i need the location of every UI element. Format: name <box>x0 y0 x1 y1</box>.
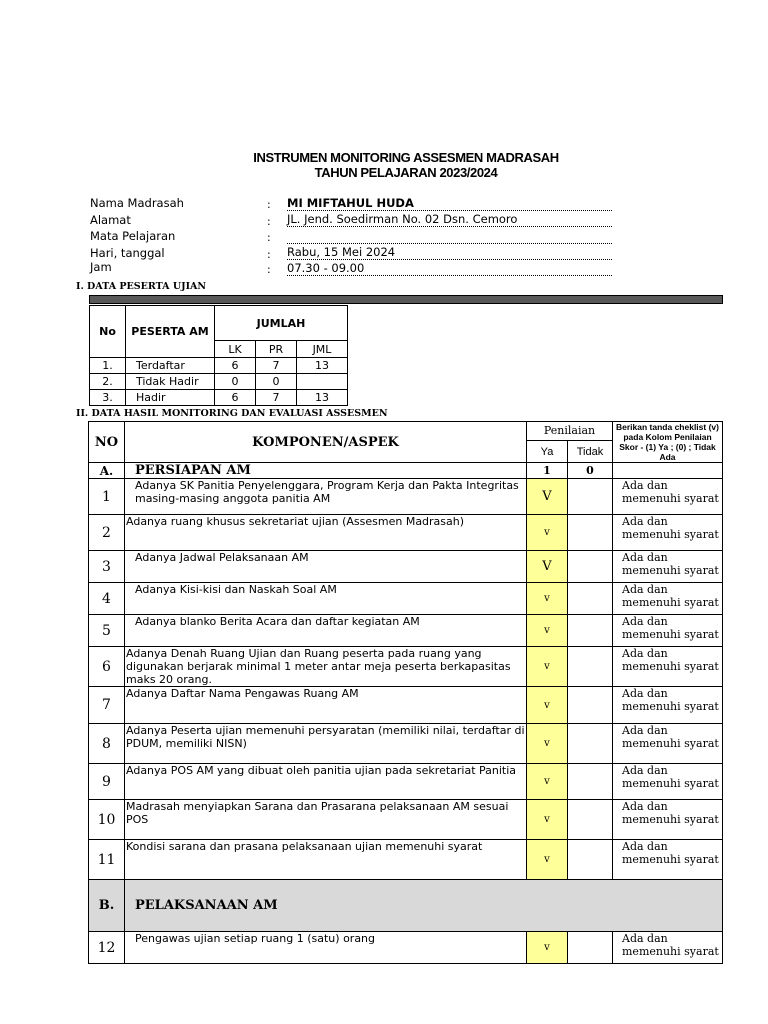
item-check-tidak <box>568 615 613 647</box>
item-check-ya: v <box>527 724 568 764</box>
cell-lk: 0 <box>215 374 256 390</box>
table-row <box>89 647 723 687</box>
item-check-ya: V <box>527 551 568 583</box>
item-keterangan: Ada dan memenuhi syarat <box>613 840 723 880</box>
value-mata-pelajaran <box>287 229 612 244</box>
table-row <box>89 687 723 724</box>
item-check-tidak <box>568 551 613 583</box>
value-hari-tanggal: Rabu, 15 Mei 2024 <box>287 245 612 260</box>
group-b-row <box>89 880 723 932</box>
item-keterangan: Ada dan memenuhi syarat <box>613 687 723 724</box>
table-row <box>90 374 348 390</box>
item-check-tidak <box>568 687 613 724</box>
cell-jml <box>297 374 348 390</box>
cell-pr: 0 <box>256 374 297 390</box>
item-no: 5 <box>89 615 125 647</box>
section-1-title: I. DATA PESERTA UJIAN <box>76 281 207 292</box>
item-text: Adanya SK Panitia Penyelenggara, Program Kerja dan Pakta Integritas masing-masing anggota panitia AM <box>125 479 527 515</box>
table-row <box>90 358 348 374</box>
empty-cell <box>613 463 723 479</box>
item-no: 4 <box>89 583 125 615</box>
monitoring-table <box>88 421 723 964</box>
item-check-ya: V <box>527 479 568 515</box>
score-tidak: 0 <box>568 463 613 479</box>
item-check-tidak <box>568 840 613 880</box>
item-no: 1 <box>89 479 125 515</box>
item-no: 2 <box>89 515 125 551</box>
item-no: 7 <box>89 687 125 724</box>
item-text: Madrasah menyiapkan Sarana dan Prasarana pelaksanaan AM sesuai POS <box>125 800 527 840</box>
item-no: 9 <box>89 764 125 800</box>
item-text: Adanya Denah Ruang Ujian dan Ruang peserta pada ruang yang digunakan berjarak minimal 1 meter antar meja peserta berkapasitas maks 20 orang. <box>125 647 527 687</box>
item-keterangan: Ada dan memenuhi syarat <box>613 551 723 583</box>
label-alamat: Alamat <box>90 213 131 227</box>
table-row <box>89 764 723 800</box>
item-check-tidak <box>568 479 613 515</box>
section-2-title: II. DATA HASIL MONITORING DAN EVALUASI ASSESMEN <box>76 408 388 419</box>
header-tidak: Tidak <box>568 441 613 463</box>
header-no: NO <box>89 422 125 463</box>
table-row <box>89 724 723 764</box>
item-check-tidak <box>568 932 613 964</box>
header-ya: Ya <box>527 441 568 463</box>
value-jam: 07.30 - 09.00 <box>287 261 612 276</box>
item-keterangan: Ada dan memenuhi syarat <box>613 647 723 687</box>
item-check-tidak <box>568 515 613 551</box>
item-keterangan: Ada dan memenuhi syarat <box>613 515 723 551</box>
cell-no: 1. <box>90 358 126 374</box>
item-text: Adanya Daftar Nama Pengawas Ruang AM <box>125 687 527 724</box>
item-text: Adanya POS AM yang dibuat oleh panitia ujian pada sekretariat Panitia <box>125 764 527 800</box>
item-check-tidak <box>568 724 613 764</box>
item-check-ya: v <box>527 840 568 880</box>
item-text: Adanya Kisi-kisi dan Naskah Soal AM <box>125 583 527 615</box>
item-check-ya: v <box>527 800 568 840</box>
colon: : <box>267 231 271 244</box>
group-a-title: PERSIAPAN AM <box>125 463 527 479</box>
table-row <box>89 515 723 551</box>
table-row <box>89 840 723 880</box>
item-text: Pengawas ujian setiap ruang 1 (satu) orang <box>125 932 527 964</box>
colon: : <box>267 215 271 228</box>
item-no: 11 <box>89 840 125 880</box>
colon: : <box>267 198 271 211</box>
item-no: 3 <box>89 551 125 583</box>
item-text: Adanya blanko Berita Acara dan daftar kegiatan AM <box>125 615 527 647</box>
item-check-tidak <box>568 764 613 800</box>
item-keterangan: Ada dan memenuhi syarat <box>613 583 723 615</box>
header-no: No <box>90 306 126 358</box>
item-no: 10 <box>89 800 125 840</box>
group-a-letter: A. <box>89 463 125 479</box>
table-row <box>90 390 348 406</box>
cell-no: 3. <box>90 390 126 406</box>
header-pr: PR <box>256 341 297 358</box>
label-nama-madrasah: Nama Madrasah <box>90 196 184 210</box>
cell-pr: 7 <box>256 358 297 374</box>
item-keterangan: Ada dan memenuhi syarat <box>613 615 723 647</box>
item-keterangan: Ada dan memenuhi syarat <box>613 800 723 840</box>
value-nama-madrasah: MI MIFTAHUL HUDA <box>287 196 612 211</box>
item-check-ya: v <box>527 515 568 551</box>
header-lk: LK <box>215 341 256 358</box>
item-check-tidak <box>568 800 613 840</box>
cell-peserta: Tidak Hadir <box>126 374 215 390</box>
table-row <box>89 932 723 964</box>
item-check-ya: v <box>527 932 568 964</box>
header-jumlah: JUMLAH <box>215 306 348 341</box>
header-komponen: KOMPONEN/ASPEK <box>125 422 527 463</box>
peserta-table <box>89 305 348 406</box>
item-check-tidak <box>568 647 613 687</box>
section-1-bar <box>89 295 723 304</box>
item-text: Kondisi sarana dan prasana pelaksanaan ujian memenuhi syarat <box>125 840 527 880</box>
group-a-row <box>89 463 723 479</box>
label-jam: Jam <box>90 260 112 274</box>
item-check-ya: v <box>527 764 568 800</box>
group-b-title: PELAKSANAAN AM <box>125 880 723 932</box>
item-keterangan: Ada dan memenuhi syarat <box>613 764 723 800</box>
item-no: 12 <box>89 932 125 964</box>
table-row <box>89 615 723 647</box>
header-peserta: PESERTA AM <box>126 306 215 358</box>
document-subtitle: TAHUN PELAJARAN 2023/2024 <box>314 165 498 180</box>
label-mata-pelajaran: Mata Pelajaran <box>90 229 176 243</box>
table-row <box>89 800 723 840</box>
item-text: Adanya Jadwal Pelaksanaan AM <box>125 551 527 583</box>
document-title: INSTRUMEN MONITORING ASSESMEN MADRASAH <box>253 150 559 165</box>
item-keterangan: Ada dan memenuhi syarat <box>613 724 723 764</box>
table-row <box>89 583 723 615</box>
cell-jml: 13 <box>297 358 348 374</box>
cell-pr: 7 <box>256 390 297 406</box>
item-check-ya: v <box>527 583 568 615</box>
cell-lk: 6 <box>215 358 256 374</box>
header-keterangan: Berikan tanda cheklist (v) pada Kolom Penilaian Skor - (1) Ya ; (0) ; Tidak Ada <box>613 422 723 463</box>
table-row <box>89 551 723 583</box>
item-keterangan: Ada dan memenuhi syarat <box>613 932 723 964</box>
item-check-ya: v <box>527 647 568 687</box>
item-text: Adanya Peserta ujian memenuhi persyaratan (memiliki nilai, terdaftar di PDUM, memiliki NISN) <box>125 724 527 764</box>
group-b-letter: B. <box>89 880 125 932</box>
score-ya: 1 <box>527 463 568 479</box>
label-hari-tanggal: Hari, tanggal <box>90 246 165 260</box>
cell-peserta: Terdaftar <box>126 358 215 374</box>
header-penilaian: Penilaian <box>527 422 613 441</box>
header-jml: JML <box>297 341 348 358</box>
value-alamat: JL. Jend. Soedirman No. 02 Dsn. Cemoro <box>287 212 612 227</box>
table-row <box>89 479 723 515</box>
cell-no: 2. <box>90 374 126 390</box>
cell-peserta: Hadir <box>126 390 215 406</box>
colon: : <box>267 263 271 276</box>
item-check-tidak <box>568 583 613 615</box>
item-check-ya: v <box>527 687 568 724</box>
item-text: Adanya ruang khusus sekretariat ujian (Assesmen Madrasah) <box>125 515 527 551</box>
cell-lk: 6 <box>215 390 256 406</box>
item-no: 8 <box>89 724 125 764</box>
colon: : <box>267 248 271 261</box>
item-keterangan: Ada dan memenuhi syarat <box>613 479 723 515</box>
cell-jml: 13 <box>297 390 348 406</box>
item-check-ya: v <box>527 615 568 647</box>
item-no: 6 <box>89 647 125 687</box>
